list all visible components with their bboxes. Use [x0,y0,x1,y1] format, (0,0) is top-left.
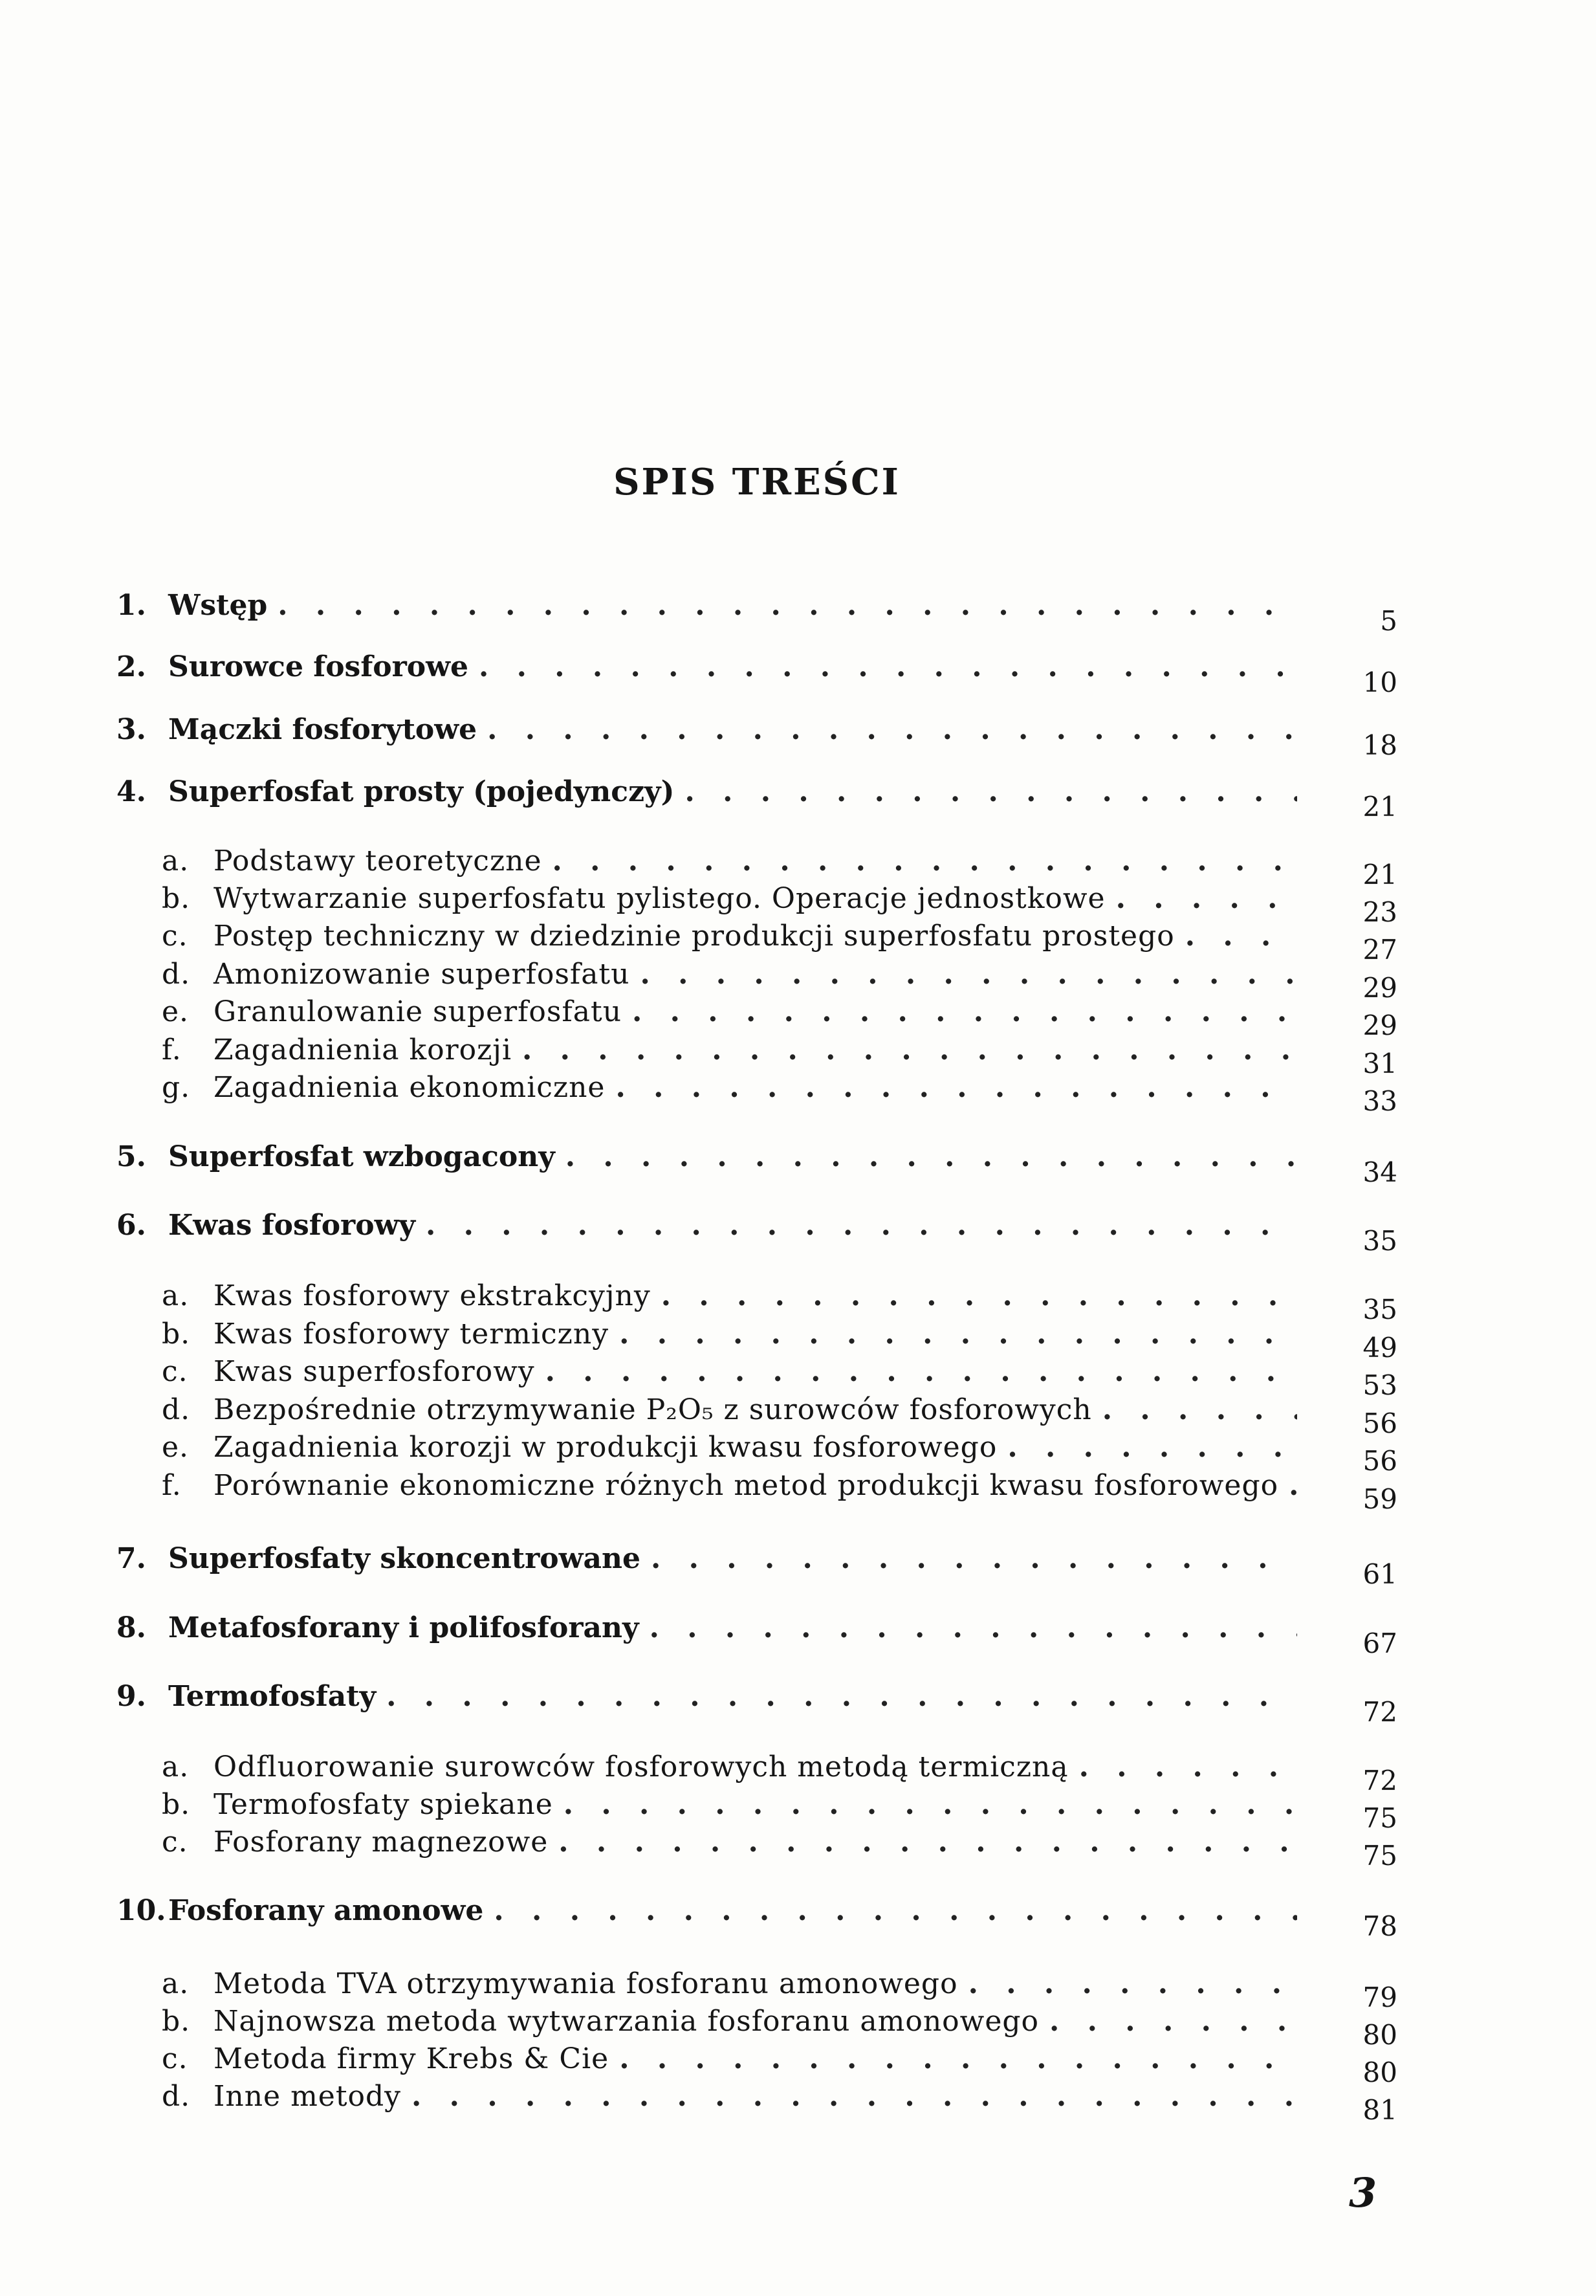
dot-leader [552,844,1297,878]
toc-page-number: 72 [1362,1765,1397,1796]
toc-label: Inne metody [213,2080,402,2113]
toc-page-number: 75 [1362,1840,1397,1871]
toc-letter: b. [162,882,191,915]
toc-letter: f. [162,1033,182,1066]
toc-label: Postęp techniczny w dziedzinie produkcji superfosfatu prostego [213,920,1175,953]
toc-section-row [162,2005,1297,2038]
toc-page-number: 35 [1362,1225,1397,1257]
toc-page-number: 34 [1362,1156,1397,1188]
toc-page-number: 75 [1362,1802,1397,1834]
dot-leader [619,2042,1297,2075]
toc-page-number: 10 [1362,667,1397,698]
page-title: SPIS TREŚCI [613,461,901,503]
toc-number: 2. [116,650,146,683]
toc-number: 4. [116,775,146,808]
toc-label: Superfosfat wzbogacony [168,1140,555,1173]
toc-page-number: 79 [1362,1981,1397,2013]
toc-section-row [162,1279,1297,1312]
toc-number: 5. [116,1140,146,1173]
toc-letter: e. [162,995,190,1028]
toc-label: Metoda firmy Krebs & Cie [213,2042,609,2075]
toc-label: Superfosfat prosty (pojedynczy) [168,775,675,808]
toc-section-row [162,1750,1297,1783]
toc-number: 3. [116,713,146,746]
toc-page-number: 29 [1362,972,1397,1004]
toc-section-row [162,2080,1297,2113]
toc-label: Wstęp [168,589,268,622]
dot-leader [1049,2005,1297,2038]
dot-leader [494,1894,1297,1927]
toc-chapter-row [116,650,1297,683]
toc-label: Bezpośrednie otrzymywanie P₂O₅ z surowców fosforowych [213,1393,1092,1426]
toc-page-number: 29 [1362,1010,1397,1041]
toc-page-number: 56 [1362,1407,1397,1439]
dot-leader [1102,1393,1297,1426]
toc-label: Odfluorowanie surowców fosforowych metodą termiczną [213,1750,1069,1783]
toc-letter: a. [162,844,190,878]
toc-page-number: 21 [1362,791,1397,822]
toc-page-number: 31 [1362,1048,1397,1079]
toc-section-row [162,844,1297,878]
toc-number: 10. [116,1894,166,1927]
toc-letter: a. [162,1967,190,2000]
toc-letter: d. [162,2080,191,2113]
dot-leader [487,713,1297,746]
toc-chapter-row [116,775,1297,808]
dot-leader [563,1788,1297,1821]
toc-chapter-row [116,1894,1297,1927]
toc-page-number: 61 [1362,1558,1397,1590]
dot-leader [1079,1750,1297,1783]
toc-section-row [162,995,1297,1028]
toc-label: Termofosfaty [168,1680,377,1713]
dot-leader [386,1680,1297,1713]
dot-leader [565,1140,1297,1173]
toc-section-row [162,1967,1297,2000]
toc-page-number: 23 [1362,896,1397,928]
toc-letter: b. [162,1788,191,1821]
toc-section-row [162,920,1297,953]
toc-letter: g. [162,1071,191,1104]
dot-leader [1007,1431,1297,1464]
toc-letter: b. [162,1318,191,1351]
toc-label: Kwas superfosforowy [213,1355,535,1388]
toc-page-number: 80 [1362,2019,1397,2051]
dot-leader [479,650,1297,683]
dot-leader [651,1542,1297,1575]
toc-label: Kwas fosforowy [168,1209,416,1242]
toc-label: Zagadnienia ekonomiczne [213,1071,606,1104]
toc-section-row [162,1071,1297,1104]
toc-label: Kwas fosforowy termiczny [213,1318,609,1351]
toc-section-row [162,2042,1297,2075]
toc-page-number: 56 [1362,1445,1397,1477]
toc-page-number: 53 [1362,1369,1397,1401]
toc-letter: d. [162,1393,191,1426]
toc-label: Granulowanie superfosfatu [213,995,622,1028]
toc-chapter-row [116,1209,1297,1242]
toc-page-number: 81 [1362,2094,1397,2126]
toc-label: Wytwarzanie superfosfatu pylistego. Operacje jednostkowe [213,882,1106,915]
toc-label: Termofosfaty spiekane [213,1788,553,1821]
toc-section-row [162,882,1297,915]
dot-leader [615,1071,1297,1104]
toc-letter: c. [162,1826,188,1859]
toc-letter: b. [162,2005,191,2038]
dot-leader [650,1611,1297,1644]
toc-section-row [162,1033,1297,1066]
toc-page-number: 21 [1362,859,1397,890]
dot-leader [1116,882,1297,915]
toc-letter: c. [162,1355,188,1388]
folio-page-number: 3 [1349,2169,1377,2216]
toc-letter: d. [162,958,191,991]
toc-label: Fosforany magnezowe [213,1826,549,1859]
toc-label: Mączki fosforytowe [168,713,477,746]
toc-label: Zagadnienia korozji w produkcji kwasu fosforowego [213,1431,998,1464]
toc-letter: c. [162,920,188,953]
toc-letter: e. [162,1431,190,1464]
toc-page-number: 72 [1362,1696,1397,1728]
toc-section-row [162,958,1297,991]
dot-leader [545,1355,1297,1388]
dot-leader [684,775,1297,808]
toc-section-row [162,1318,1297,1351]
toc-chapter-row [116,1542,1297,1575]
toc-chapter-row [116,1140,1297,1173]
toc-page-number: 67 [1362,1628,1397,1659]
toc-page-number: 35 [1362,1294,1397,1325]
toc-label: Podstawy teoretyczne [213,844,542,878]
dot-leader [558,1826,1297,1859]
toc-number: 7. [116,1542,146,1575]
toc-label: Surowce fosforowe [168,650,468,683]
toc-page-number: 80 [1362,2057,1397,2088]
toc-page-number: 5 [1380,605,1397,637]
toc-chapter-row [116,1680,1297,1713]
toc-label: Kwas fosforowy ekstrakcyjny [213,1279,651,1312]
toc-number: 9. [116,1680,146,1713]
toc-letter: c. [162,2042,188,2075]
toc-page-number: 27 [1362,934,1397,966]
toc-page-number: 78 [1362,1910,1397,1942]
toc-letter: f. [162,1469,182,1502]
toc-page-number: 49 [1362,1332,1397,1363]
dot-leader [632,995,1297,1028]
toc-chapter-row [116,1611,1297,1644]
dot-leader [968,1967,1297,2000]
dot-leader [522,1033,1297,1066]
toc-label: Zagadnienia korozji [213,1033,512,1066]
toc-number: 6. [116,1209,146,1242]
toc-label: Porównanie ekonomiczne różnych metod produkcji kwasu fosforowego [213,1469,1279,1502]
toc-section-row [162,1355,1297,1388]
toc-page-number: 18 [1362,729,1397,761]
toc-section-row [162,1393,1297,1426]
toc-chapter-row [116,713,1297,746]
toc-label: Fosforany amonowe [168,1894,484,1927]
toc-section-row [162,1826,1297,1859]
dot-leader [426,1209,1297,1242]
toc-page-number: 59 [1362,1483,1397,1515]
toc-chapter-row [116,589,1297,622]
toc-letter: a. [162,1750,190,1783]
toc-page-number: 33 [1362,1085,1397,1117]
dot-leader [278,589,1297,622]
toc-number: 1. [116,589,146,622]
toc-section-row [162,1431,1297,1464]
dot-leader [661,1279,1297,1312]
toc-section-row [162,1469,1297,1502]
dot-leader [619,1318,1297,1351]
toc-label: Metafosforany i polifosforany [168,1611,639,1644]
dot-leader [1289,1469,1297,1502]
toc-label: Amonizowanie superfosfatu [213,958,630,991]
toc-label: Najnowsza metoda wytwarzania fosforanu amonowego [213,2005,1040,2038]
toc-section-row [162,1788,1297,1821]
toc-letter: a. [162,1279,190,1312]
toc-number: 8. [116,1611,146,1644]
dot-leader [1185,920,1297,953]
toc-label: Metoda TVA otrzymywania fosforanu amonowego [213,1967,958,2000]
dot-leader [411,2080,1297,2113]
toc-label: Superfosfaty skoncentrowane [168,1542,640,1575]
dot-leader [640,958,1297,991]
